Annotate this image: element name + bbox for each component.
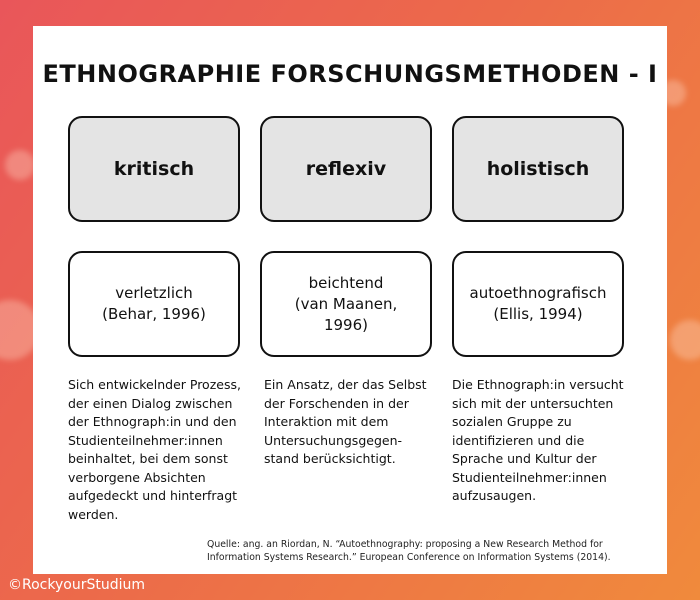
method-description: Ein Ansatz, der das Selbst der Forschenden in der Interaktion mit dem Untersuchungsgegen-stand berücksichtigt. — [264, 377, 427, 466]
method-description: Die Ethnograph:in versucht sich mit der untersuchten sozialen Gruppe zu identifizieren und die Sprache und Kultur der Studienteilnehmer:innen aufzusaugen. — [452, 377, 624, 503]
source-citation: Quelle: ang. an Riordan, N. “Autoethnography: proposing a New Research Method for Information Systems Research.” European Conference on Information Systems (2014). — [207, 539, 611, 563]
method-description: Sich entwickelnder Prozess, der einen Dialog zwischen der Ethnograph:in und den Studienteilnehmer:innen beinhaltet, bei dem sonst verborgene Absichten aufgedeckt und hinterfragt werden. — [68, 377, 241, 522]
page-title: ETHNOGRAPHIE FORSCHUNGSMETHODEN - I — [42, 60, 658, 88]
method-reference-text: autoethnografisch (Ellis, 1994) — [469, 284, 607, 323]
infographic-card — [33, 26, 667, 574]
method-header-holistisch: holistisch — [452, 116, 624, 222]
method-reference-text: beichtend (van Maanen, 1996) — [294, 273, 398, 334]
method-reference-box — [260, 251, 432, 357]
method-reference-text: verletzlich (Behar, 1996) — [102, 284, 206, 323]
method-header-kritisch: kritisch — [68, 116, 240, 222]
bokeh-light — [5, 150, 35, 180]
method-reference-box — [452, 251, 624, 357]
bokeh-light — [670, 320, 700, 360]
copyright-watermark: ©RockyourStudium — [8, 577, 145, 593]
method-reference-box — [68, 251, 240, 357]
method-header-reflexiv: reflexiv — [260, 116, 432, 222]
